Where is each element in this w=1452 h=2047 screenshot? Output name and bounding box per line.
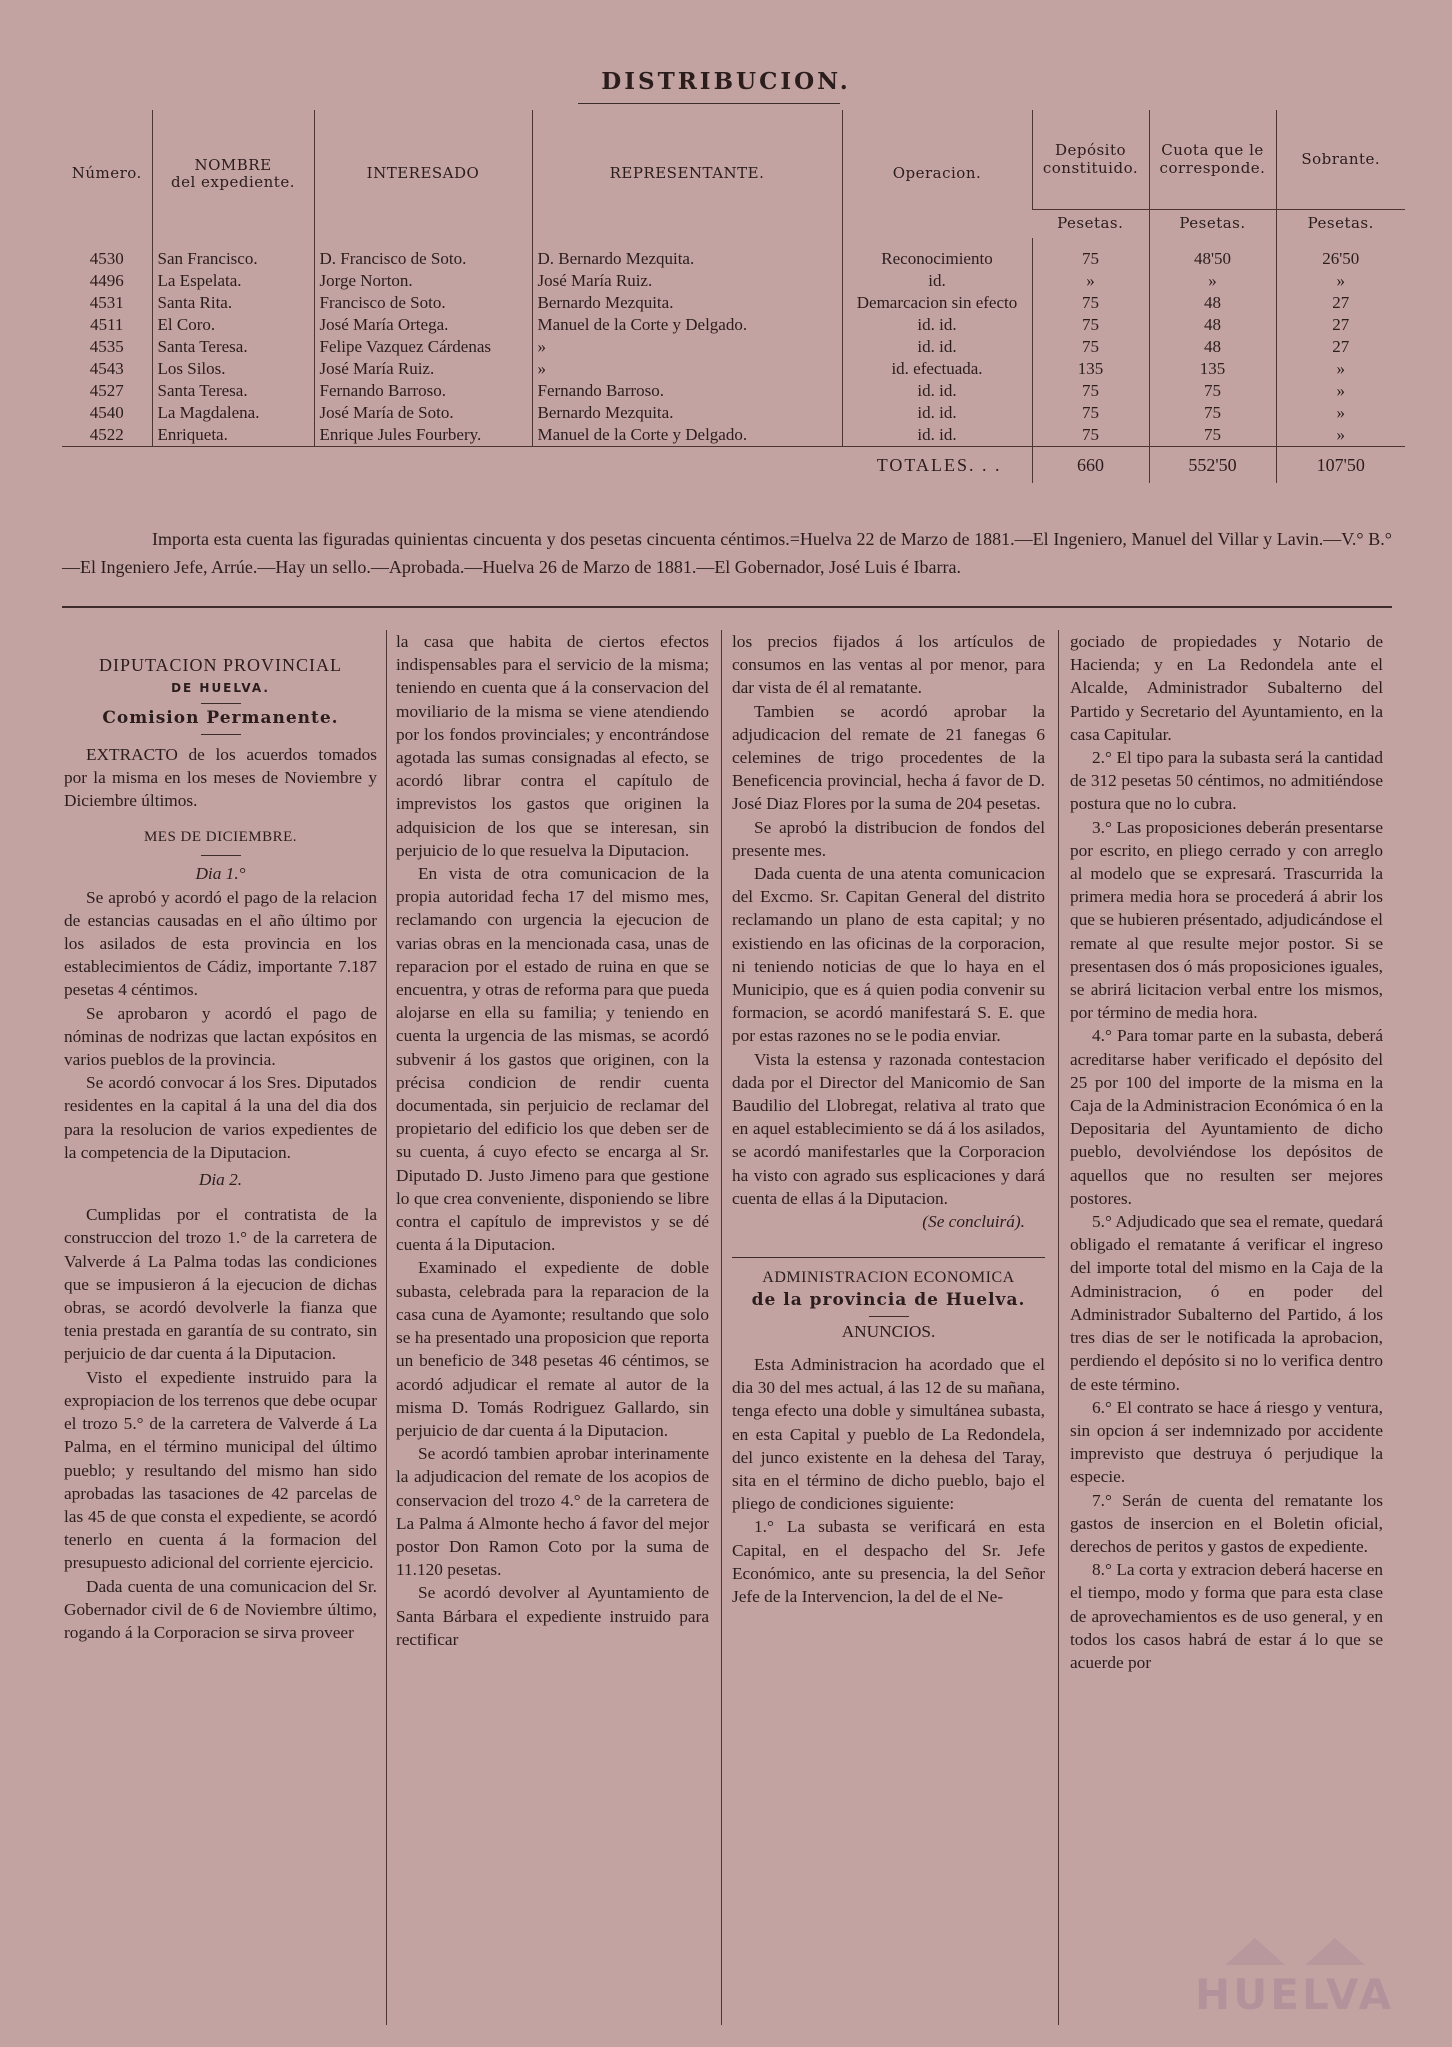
cell-nombre: San Francisco. — [152, 238, 314, 270]
cell-cuota: 48 — [1149, 292, 1276, 314]
title-rule — [578, 103, 840, 104]
archive-watermark — [1195, 1930, 1395, 2020]
table-row — [62, 314, 1405, 336]
cell-representante: Fernando Barroso. — [532, 380, 842, 402]
paragraph: gociado de propiedades y Notario de Hacienda; y en La Redondela ante el Alcalde, Administrador Subalterno del Partido y Secretario del Ayuntamiento, en la casa Capitular. — [1070, 632, 1383, 744]
paragraph: 1.° La subasta se verificará en esta Capital, en el despacho del Sr. Jefe Económico, ante su presencia, la del Señor Jefe de la Intervencion, la del de el Ne- — [732, 1517, 1045, 1606]
total-sobrante: 107'50 — [1276, 447, 1405, 484]
total-deposito: 660 — [1032, 447, 1149, 484]
paragraph: Dada cuenta de una atenta comunicacion del Excmo. Sr. Capitan General del distrito reclamando un plano de esta capital; y no existiendo en las oficinas de la corporacion, ni teniendo noticias de que lo haya en el Municipio, que es á quien podia convenir su formacion, se acordó manifestará S. E. que por estas razones no se le podia enviar. — [732, 864, 1045, 1046]
paragraph: 5.° Adjudicado que sea el remate, quedará obligado el rematante á verificar el ingreso del importe total del mismo en la Caja de la Administracion, ó en poder del Administrador Subalterno del Partido, á los tres dias de ser le notificada la aprobacion, perdiendo el depósito si no lo verifica dentro de este término. — [1070, 1212, 1383, 1394]
cell-num: 4496 — [89, 271, 124, 290]
column-3 — [732, 630, 1045, 2025]
header-sobrante: Sobrante. — [1276, 110, 1405, 210]
column-divider — [721, 630, 722, 2025]
cell-nombre: Santa Rita. — [152, 292, 314, 314]
header-deposito: Depósito constituido. — [1032, 110, 1149, 210]
cell-sobrante: » — [1276, 270, 1405, 292]
cell-representante: Manuel de la Corte y Delgado. — [532, 314, 842, 336]
cell-nombre: Santa Teresa. — [152, 336, 314, 358]
paragraph: Se acordó tambien aprobar interinamente la adjudicacion del remate de los acopios de conservacion del trozo 4.° de la carretera de La Palma á Almonte hecho á favor del mejor postor Don Ramon Coto por la suma de 11.120 pesetas. — [396, 1444, 709, 1580]
cell-interesado: Felipe Vazquez Cárdenas — [314, 336, 532, 358]
cell-representante: Bernardo Mezquita. — [532, 292, 842, 314]
paragraph: Examinado el expediente de doble subasta, celebrada para la reparacion de la casa cuna de Ayamonte; resultando que solo se ha presentado una proposicion que reporta un beneficio de 348 pesetas 46 céntimos, se acordó adjudicar el remate al autor de la misma D. Tomás Rodriguez Gallardo, sin perjuicio de dar cuenta á la Diputacion. — [396, 1258, 709, 1440]
columns — [64, 630, 1394, 2030]
unit-deposito: Pesetas. — [1032, 210, 1149, 239]
cell-operacion: id. id. — [842, 380, 1032, 402]
cell-deposito: 135 — [1032, 358, 1149, 380]
table-row — [62, 238, 1405, 270]
paragraph: Se aprobó la distribucion de fondos del presente mes. — [732, 817, 1045, 860]
section-rule — [732, 1257, 1045, 1258]
cell-cuota: 75 — [1149, 402, 1276, 424]
paragraph: 6.° El contrato se hace á riesgo y ventura, sin opcion á ser indemnizado por accidente imprevisto que destruya ó perjudique la especie. — [1070, 1397, 1383, 1487]
paragraph: 8.° La corta y extracion deberá hacerse en el tiempo, modo y forma que para esta clase de aprovechamientos es de uso general, y en todos los casos habrá de estar á lo que se acuerde por — [1070, 1560, 1383, 1672]
cell-nombre: Los Silos. — [152, 358, 314, 380]
cell-sobrante: 27 — [1276, 336, 1405, 358]
cell-interesado: José María Ortega. — [314, 314, 532, 336]
cell-sobrante: 26'50 — [1276, 238, 1405, 270]
section-rule — [62, 606, 1392, 608]
cell-nombre: El Coro. — [152, 314, 314, 336]
cell-num: 4530 — [89, 249, 124, 268]
cell-nombre: Santa Teresa. — [152, 380, 314, 402]
paragraph: la casa que habita de ciertos efectos indispensables para el servicio de la misma; teniendo en cuenta que á la conservacion del moviliario de la misma se viene atendiendo por los fondos provinciales; y encontrándose agotada las sumas consignadas al efecto, se acordó librar contra el capítulo de imprevistos los gastos que originen la adquisicion de los que se interesan, sin perjuicio de lo que resuelva la Diputacion. — [396, 632, 709, 860]
paragraph: Dada cuenta de una comunicacion del Sr. Gobernador civil de 6 de Noviembre último, rogando á la Corporacion se sirva proveer — [64, 1576, 377, 1642]
table-row — [62, 336, 1405, 358]
cell-representante: » — [532, 358, 842, 380]
cell-num: 4531 — [89, 293, 124, 312]
paragraph: Se acordó devolver al Ayuntamiento de Santa Bárbara el expediente instruido para rectificar — [396, 1583, 709, 1649]
day2-heading: Dia 2. — [198, 1170, 243, 1190]
separator — [201, 734, 241, 735]
cell-interesado: Francisco de Soto. — [314, 292, 532, 314]
administracion-heading: ADMINISTRACION ECONOMICA — [762, 1269, 1015, 1287]
total-cuota: 552'50 — [1149, 447, 1276, 484]
cell-interesado: Enrique Jules Fourbery. — [314, 424, 532, 447]
header-nombre: NOMBRE del expediente. — [152, 110, 314, 238]
month-heading: MES DE DICIEMBRE. — [143, 829, 298, 846]
cell-operacion: id. efectuada. — [842, 358, 1032, 380]
cell-representante: D. Bernardo Mezquita. — [532, 238, 842, 270]
totals-row — [62, 447, 1405, 484]
summary-text: Importa esta cuenta las figuradas quinientas cincuenta y dos pesetas cincuenta céntimos.=Huelva 22 de Marzo de 1881.—El Ingeniero, Manuel del Villar y Lavin.—V.° B.°—El Ingeniero Jefe, Arrúe.—Hay un sello.—Aprobada.—Huelva 26 de Marzo de 1881.—El Gobernador, José Luis é Ibarra. — [62, 529, 1392, 577]
cell-interesado: Fernando Barroso. — [314, 380, 532, 402]
column-divider — [1058, 630, 1059, 2025]
cell-cuota: 75 — [1149, 380, 1276, 402]
totals-label: TOTALES. . . — [62, 447, 1032, 484]
paragraph: Tambien se acordó aprobar la adjudicacion del remate de 21 fanegas 6 celemines de trigo procedentes de la Beneficencia provincial, hecha á favor de D. José Diaz Flores por la suma de 204 pesetas. — [732, 701, 1045, 814]
intro-paragraph: EXTRACTO de los acuerdos tomados por la misma en los meses de Noviembre y Diciembre últimos. — [64, 744, 377, 811]
cell-deposito: » — [1032, 270, 1149, 292]
cell-operacion: Reconocimiento — [842, 238, 1032, 270]
table-body — [62, 238, 1405, 447]
cell-representante: Bernardo Mezquita. — [532, 402, 842, 424]
administracion-sub: de la provincia de Huelva. — [751, 1290, 1026, 1311]
separator — [201, 703, 241, 704]
table-row — [62, 380, 1405, 402]
paragraph: En vista de otra comunicacion de la propia autoridad fecha 17 del mismo mes, reclamando con urgencia la ejecucion de varias obras en la mencionada casa, unas de reparacion por el estado de ruina en que se encuentra, y otras de reforma para que pueda alojarse en ella su familia; y teniendo en cuenta la urgencia de las mismas, se acordó subvenir á los gastos que originen, con la précisa condicion de rendir cuenta documentada, sin perjuicio de reclamar del propietario del edificio los que deben ser de su cuenta, á cuyo efecto se encarga al Sr. Diputado D. Justo Jimeno para que gestione lo que crea conveniente, disponiendo se libre contra el capítulo de imprevistos y se dé cuenta á la Diputacion. — [396, 864, 709, 1255]
paragraph: 4.° Para tomar parte en la subasta, deberá acreditarse haber verificado el depósito del 25 por 100 del importe de la misma en la Caja de la Administracion Económica ó en la Depositaria del Ayuntamiento de dicho pueblo, devolviéndose los depósitos de aquellos que no resulten ser mejores postores. — [1070, 1026, 1383, 1208]
column-4 — [1070, 630, 1383, 2025]
table-row — [62, 424, 1405, 447]
paragraph: Cumplidas por el contratista de la construccion del trozo 1.° de la carretera de Valverde á La Palma todas las condiciones que se impusieron á la ejecucion de dichas obras, se acordó devolverle la fianza que tenia prestada en garantía de su contrato, sin perjuicio de dar cuenta á la Diputacion. — [64, 1205, 377, 1364]
cell-cuota: » — [1149, 270, 1276, 292]
cell-nombre: Enriqueta. — [152, 424, 314, 447]
header-representante: REPRESENTANTE. — [532, 110, 842, 238]
cell-sobrante: » — [1276, 424, 1405, 447]
cell-interesado: D. Francisco de Soto. — [314, 238, 532, 270]
unit-sobrante: Pesetas. — [1276, 210, 1405, 239]
cell-sobrante: » — [1276, 358, 1405, 380]
header-operacion: Operacion. — [842, 110, 1032, 238]
paragraph: Visto el expediente instruido para la expropiacion de los terrenos que debe ocupar el trozo 5.° de la carretera de Valverde á La Palma, en el término municipal del último pueblo; y resultando del mismo han sido aprobadas las tasaciones de 42 parcelas de las 45 de que consta el expediente, se acordó tenerlo en cuenta á la formacion del presupuesto adicional del corriente ejercicio. — [64, 1367, 377, 1573]
cell-deposito: 75 — [1032, 380, 1149, 402]
cell-cuota: 48 — [1149, 314, 1276, 336]
cell-sobrante: » — [1276, 402, 1405, 424]
paragraph: los precios fijados á los artículos de consumos en las ventas al por menor, para dar vista de él al rematante. — [732, 632, 1045, 698]
cell-deposito: 75 — [1032, 402, 1149, 424]
to-be-continued: (Se concluirá). — [922, 1212, 1025, 1232]
cell-sobrante: » — [1276, 380, 1405, 402]
cell-num: 4511 — [90, 315, 124, 334]
cell-operacion: id. id. — [842, 424, 1032, 447]
paragraph: Se aprobaron y acordó el pago de nóminas de nodrizas que lactan expósitos en varios pueblos de la provincia. — [64, 1003, 377, 1070]
cell-deposito: 75 — [1032, 336, 1149, 358]
paragraph: 3.° Las proposiciones deberán presentarse por escrito, en pliego cerrado y con arreglo al modelo que se expresará. Trascurrida la primera media hora se procederá á abrir los que se hubieren présentado, adjudicándose el remate al que resulte mejor postor. Si se presentasen dos ó más proposiciones iguales, se abrirá licitacion verbal entre los mismos, por término de media hora. — [1070, 817, 1383, 1023]
separator — [201, 855, 241, 856]
cell-interesado: Jorge Norton. — [314, 270, 532, 292]
cell-nombre: La Espelata. — [152, 270, 314, 292]
cell-operacion: id. id. — [842, 402, 1032, 424]
cell-interesado: José María Ruiz. — [314, 358, 532, 380]
cell-operacion: Demarcacion sin efecto — [842, 292, 1032, 314]
cell-operacion: id. id. — [842, 314, 1032, 336]
cell-operacion: id. id. — [842, 336, 1032, 358]
day1-heading: Dia 1.° — [195, 864, 246, 884]
cell-sobrante: 27 — [1276, 314, 1405, 336]
column-1 — [64, 630, 377, 2025]
cell-nombre: La Magdalena. — [152, 402, 314, 424]
cell-num: 4522 — [89, 425, 124, 444]
cell-representante: Manuel de la Corte y Delgado. — [532, 424, 842, 447]
cell-representante: » — [532, 336, 842, 358]
distribution-table — [62, 110, 1405, 483]
column-2 — [396, 630, 709, 2025]
header-interesado: INTERESADO — [314, 110, 532, 238]
cell-deposito: 75 — [1032, 292, 1149, 314]
cell-cuota: 75 — [1149, 424, 1276, 447]
unit-cuota: Pesetas. — [1149, 210, 1276, 239]
cell-deposito: 75 — [1032, 314, 1149, 336]
cell-sobrante: 27 — [1276, 292, 1405, 314]
header-cuota: Cuota que le corresponde. — [1149, 110, 1276, 210]
cell-deposito: 75 — [1032, 238, 1149, 270]
separator — [869, 1316, 909, 1317]
cell-operacion: id. — [842, 270, 1032, 292]
cell-cuota: 48'50 — [1149, 238, 1276, 270]
cell-interesado: José María de Soto. — [314, 402, 532, 424]
table-row — [62, 402, 1405, 424]
paragraph: 7.° Serán de cuenta del rematante los gastos de insercion en el Boletin oficial, derechos de peritos y gastos de expediente. — [1070, 1490, 1383, 1556]
cell-cuota: 48 — [1149, 336, 1276, 358]
header-numero: Número. — [71, 164, 142, 183]
committee-heading: Comision Permanente. — [102, 708, 339, 729]
table-row — [62, 270, 1405, 292]
paragraph: Se aprobó y acordó el pago de la relacion de estancias causadas en el año último por los asilados de esta provincia en los establecimientos de Cádiz, importante 7.187 pesetas 4 céntimos. — [64, 887, 377, 1000]
cell-deposito: 75 — [1032, 424, 1149, 447]
cell-num: 4543 — [89, 359, 124, 378]
cell-num: 4527 — [89, 381, 124, 400]
diputacion-sub: DE HUELVA. — [171, 681, 270, 696]
diputacion-heading: DIPUTACION PROVINCIAL — [98, 655, 343, 675]
anuncios-heading: ANUNCIOS. — [841, 1321, 936, 1341]
archive-logo-icon — [1215, 1930, 1375, 1970]
cell-representante: José María Ruiz. — [532, 270, 842, 292]
paragraph: Vista la estensa y razonada contestacion dada por el Director del Manicomio de San Baudilio del Llobregat, relativa al trato que en aquel establecimiento se dá á los asilados, se acordó manifestarles que la Corporacion ha visto con agrado sus esplicaciones y dará cuenta de ellas á la Diputacion. — [732, 1049, 1045, 1208]
cell-num: 4535 — [89, 337, 124, 356]
table-row — [62, 292, 1405, 314]
cell-num: 4540 — [89, 403, 124, 422]
paragraph: Se acordó convocar á los Sres. Diputados residentes en la capital á la una del dia dos para la resolucion de varios expedientes de la competencia de la Diputacion. — [64, 1073, 377, 1162]
paragraph: Esta Administracion ha acordado que el dia 30 del mes actual, á las 12 de su mañana, tenga efecto una doble y simultánea subasta, en esta Capital y pueblo de La Redondela, del junco existente en la dehesa del Taray, sita en el término de dicho pueblo, bajo el pliego de condiciones siguiente: — [732, 1354, 1045, 1514]
paragraph: 2.° El tipo para la subasta será la cantidad de 312 pesetas 50 céntimos, no admitiéndose postura que no lo cubra. — [1070, 748, 1383, 814]
cell-cuota: 135 — [1149, 358, 1276, 380]
column-divider — [386, 630, 387, 2025]
page-title: DISTRIBUCION. — [601, 68, 851, 95]
table-row — [62, 358, 1405, 380]
watermark-text: HUELVA — [1195, 1970, 1395, 2019]
